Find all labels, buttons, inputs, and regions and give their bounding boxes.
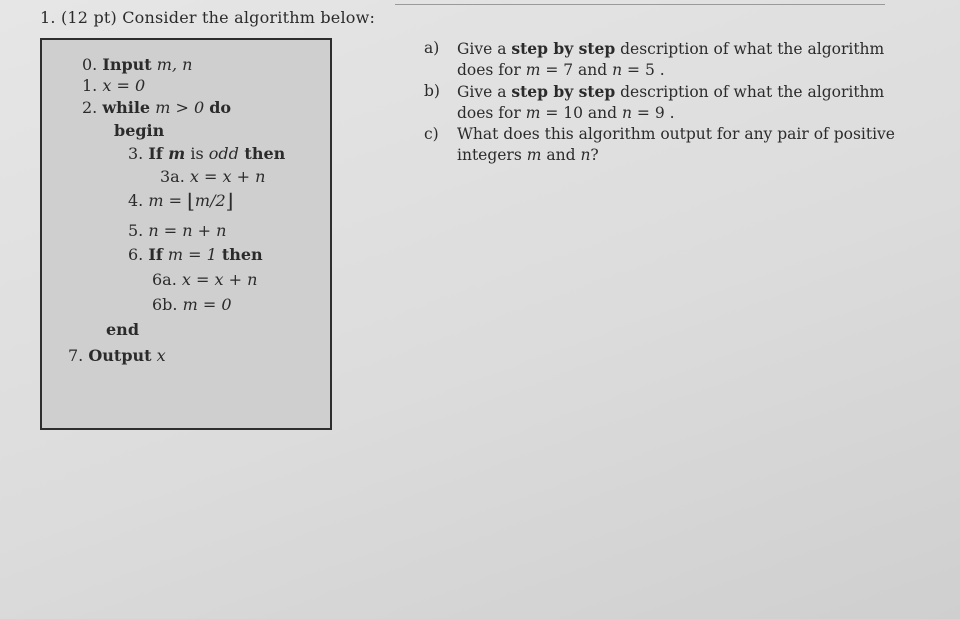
algo-line-number: 0. xyxy=(82,55,103,74)
algo-line-5 xyxy=(128,221,226,240)
algo-line-2 xyxy=(82,98,231,117)
algo-end: end xyxy=(106,320,139,339)
question-variable: n xyxy=(622,104,632,122)
algo-line-number: 5. xyxy=(128,221,149,240)
question-variable: n xyxy=(580,146,591,164)
question-c xyxy=(424,124,914,166)
question-text: What does this algorithm output for any pair of positive integers xyxy=(457,125,895,164)
algo-expression: n = n + n xyxy=(148,221,227,240)
algo-text: odd xyxy=(208,144,239,163)
algo-line-number: 6b. xyxy=(152,295,183,314)
algo-expression: m = 0 xyxy=(182,295,232,314)
algo-line-number: 7. xyxy=(68,346,89,365)
question-text: = 5 . xyxy=(622,61,665,79)
algo-line-number: 6. xyxy=(128,245,149,264)
question-emphasis: step by step xyxy=(511,82,616,101)
algorithm-box xyxy=(40,38,332,430)
question-label: a) xyxy=(424,39,440,57)
algo-variables: m, n xyxy=(151,55,193,74)
question-text: and xyxy=(541,146,581,164)
question-label: c) xyxy=(424,125,439,143)
algo-keyword: If xyxy=(148,144,163,163)
floor-open: ⌊ xyxy=(187,189,195,213)
algo-variable: x xyxy=(151,346,166,365)
question-emphasis: step by step xyxy=(511,39,616,58)
top-rule xyxy=(395,4,885,5)
algo-variable: m xyxy=(162,144,186,163)
question-a xyxy=(424,38,914,81)
question-variable: m xyxy=(526,146,542,164)
algo-keyword: Output xyxy=(88,346,152,365)
algo-keyword: do xyxy=(209,98,232,117)
algo-line-6 xyxy=(128,245,263,264)
algo-keyword: If xyxy=(148,245,163,264)
algo-expression: x = x + n xyxy=(189,167,266,186)
algo-line-number: 3a. xyxy=(160,167,190,186)
question-text: description of what the algorithm does for xyxy=(457,40,885,79)
algo-line-number: 2. xyxy=(82,98,103,117)
algo-expression: m > 0 xyxy=(150,98,210,117)
algo-line-number: 6a. xyxy=(152,270,182,289)
question-b xyxy=(424,81,914,124)
question-text: = 10 and xyxy=(540,104,622,122)
question-text: ? xyxy=(590,146,599,164)
algo-expression: m = 1 xyxy=(162,245,222,264)
question-text: Give a xyxy=(457,40,512,58)
question-variable: m xyxy=(525,61,541,79)
algo-expression: m/2 xyxy=(194,191,226,210)
algo-keyword: then xyxy=(238,144,286,163)
algo-expression: x = x + n xyxy=(181,270,258,289)
algo-text: is xyxy=(185,144,209,163)
algo-line-7 xyxy=(68,346,166,365)
algo-keyword: Input xyxy=(102,55,152,74)
algo-line-3a xyxy=(160,167,265,186)
problem-header: 1. (12 pt) Consider the algorithm below: xyxy=(40,8,376,27)
algo-expression: m = xyxy=(148,191,188,210)
algo-expression: x = 0 xyxy=(102,76,146,95)
algo-line-number: 1. xyxy=(82,76,103,95)
question-variable: n xyxy=(612,61,623,79)
algo-begin: begin xyxy=(114,121,165,140)
algo-line-0 xyxy=(82,55,192,74)
algo-line-1 xyxy=(82,76,145,95)
question-variable: m xyxy=(525,104,541,122)
question-label: b) xyxy=(424,82,440,100)
algo-line-6b xyxy=(152,295,232,314)
questions-list xyxy=(424,38,914,166)
algo-line-number: 4. xyxy=(128,191,149,210)
algo-line-number: 3. xyxy=(128,144,149,163)
algo-line-3 xyxy=(128,144,285,163)
algo-keyword: then xyxy=(221,245,263,264)
question-text: description of what the algorithm does for xyxy=(457,83,885,122)
question-text: Give a xyxy=(457,83,512,101)
algo-line-6a xyxy=(152,270,257,289)
algo-keyword: while xyxy=(102,98,151,117)
algo-line-4 xyxy=(128,191,233,211)
question-text: = 7 and xyxy=(540,61,613,79)
floor-close: ⌋ xyxy=(225,189,234,213)
question-text: = 9 . xyxy=(631,104,675,122)
